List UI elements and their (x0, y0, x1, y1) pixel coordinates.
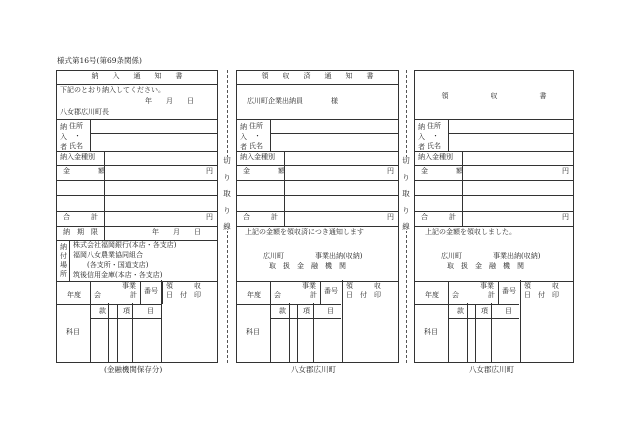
address-label: 住所 (69, 122, 83, 130)
kan-label: 款 (457, 307, 464, 315)
slip-title: 領 収 済 通 知 書 (261, 72, 374, 80)
number-label: 番号 (144, 287, 158, 295)
total-yen: 円 (562, 213, 569, 221)
slip2-footer: 八女郡広川町 (291, 365, 336, 374)
total-yen: 円 (387, 213, 394, 221)
year-label: 年度 (67, 291, 81, 299)
form-number: 様式第16号(第69条関係) (57, 56, 142, 65)
kai-label: 会 (94, 291, 101, 299)
amount-yen: 円 (206, 167, 213, 175)
bank-line: 福岡八女農業協同組合 (73, 251, 143, 259)
type-label: 納入金種別 (240, 153, 275, 161)
handling-label: 取 扱 金 融 機 関 (447, 262, 524, 270)
town-label: 広川町 (441, 252, 462, 260)
kamoku-label: 科目 (246, 328, 260, 336)
notice-text: 上記の金額を領収済につき通知します (245, 228, 364, 236)
dot-separator: ・ (432, 132, 439, 140)
slip1-footer: (金融機関保存分) (104, 365, 163, 374)
receipt-top-label: 領 収 (346, 282, 381, 290)
slip3-footer: 八女郡広川町 (469, 365, 514, 374)
bank-line: 株式会社福岡銀行(本店・各支店) (73, 241, 177, 249)
payer-label-1: 納 (60, 123, 67, 131)
place-label-3: 場 (60, 261, 67, 269)
receipt-bottom-label: 日 付 印 (524, 291, 559, 299)
year-label: 年度 (247, 291, 261, 299)
payer-label-3: 者 (60, 143, 67, 151)
number-label: 番号 (502, 287, 516, 295)
jigyou-label: 事業 (302, 282, 316, 290)
kai-label: 会 (274, 291, 281, 299)
slip-title: 納 入 通 知 書 (91, 72, 183, 80)
receipt-top-label: 領 収 (166, 282, 201, 290)
kamoku-label: 科目 (424, 328, 438, 336)
receipt-slip (414, 70, 574, 363)
dot-separator: ・ (74, 132, 81, 140)
kan-label: 款 (99, 307, 106, 315)
kai-label: 会 (452, 291, 459, 299)
type-label: 納入金種別 (418, 153, 453, 161)
number-label: 番号 (324, 287, 338, 295)
total-yen: 円 (206, 213, 213, 221)
payer-label-1: 納 (240, 123, 247, 131)
payer-label-2: 入 (60, 133, 67, 141)
instruction-text: 下記のとおり納入してください。 (60, 86, 165, 94)
kei-label: 計 (488, 291, 495, 299)
receipt-bottom-label: 日 付 印 (166, 291, 201, 299)
kei-label: 計 (130, 291, 137, 299)
kamoku-label: 科目 (66, 328, 80, 336)
slip-title: 領 収 書 (441, 92, 547, 100)
kou-label: 項 (123, 307, 130, 315)
jigyou-shutsunou-label: 事業出納(収納) (315, 252, 363, 260)
receipt-bottom-label: 日 付 印 (346, 291, 381, 299)
jigyou-label: 事業 (480, 282, 494, 290)
addressee: 広川町企業出納員 様 (247, 97, 338, 105)
jigyou-label: 事業 (122, 282, 136, 290)
payer-label-1: 納 (418, 123, 425, 131)
amount-yen: 円 (387, 167, 394, 175)
kan-label: 款 (279, 307, 286, 315)
address-label: 住所 (249, 122, 263, 130)
cut-label: 切 り 取 り 線 (402, 156, 410, 231)
kou-label: 項 (303, 307, 310, 315)
moku-label: 目 (327, 307, 334, 315)
deadline-date: 年 月 日 (152, 228, 201, 236)
kou-label: 項 (481, 307, 488, 315)
town-label: 広川町 (263, 252, 284, 260)
kei-label: 計 (310, 291, 317, 299)
address-label: 住所 (427, 122, 441, 130)
place-label-2: 付 (60, 252, 67, 260)
payer-label-2: 入 (240, 133, 247, 141)
moku-label: 目 (505, 307, 512, 315)
bank-line: (各支所・国道支店) (73, 261, 149, 269)
bank-line: 筑後信用金庫(本店・各支店) (73, 271, 163, 279)
jigyou-shutsunou-label: 事業出納(収納) (493, 252, 541, 260)
total-label: 合 計 (421, 213, 456, 221)
issuer-name: 八女郡広川町長 (60, 108, 109, 116)
amount-yen: 円 (562, 167, 569, 175)
payer-label-3: 者 (240, 143, 247, 151)
place-label-4: 所 (60, 270, 67, 278)
type-label: 納入金種別 (60, 153, 95, 161)
name-label: 氏名 (69, 142, 83, 150)
handling-label: 取 扱 金 融 機 関 (269, 262, 346, 270)
receipt-top-label: 領 収 (524, 282, 559, 290)
amount-label: 金 額 (63, 167, 105, 175)
notice-text: 上記の金額を領収しました。 (425, 228, 516, 236)
moku-label: 目 (147, 307, 154, 315)
cut-label: 切 り 取 り 線 (223, 156, 231, 231)
issue-date: 年 月 日 (145, 97, 194, 105)
dot-separator: ・ (254, 132, 261, 140)
receipt-notice-slip (236, 70, 399, 363)
name-label: 氏名 (427, 142, 441, 150)
amount-label: 金 額 (421, 167, 463, 175)
year-label: 年度 (425, 291, 439, 299)
total-label: 合 計 (63, 213, 98, 221)
payment-notice-slip (56, 70, 218, 363)
payer-label-2: 入 (418, 133, 425, 141)
payer-label-3: 者 (418, 143, 425, 151)
amount-label: 金 額 (243, 167, 285, 175)
total-label: 合 計 (243, 213, 278, 221)
deadline-label: 納 期 限 (63, 228, 98, 236)
place-label-1: 納 (60, 243, 67, 251)
name-label: 氏名 (249, 142, 263, 150)
